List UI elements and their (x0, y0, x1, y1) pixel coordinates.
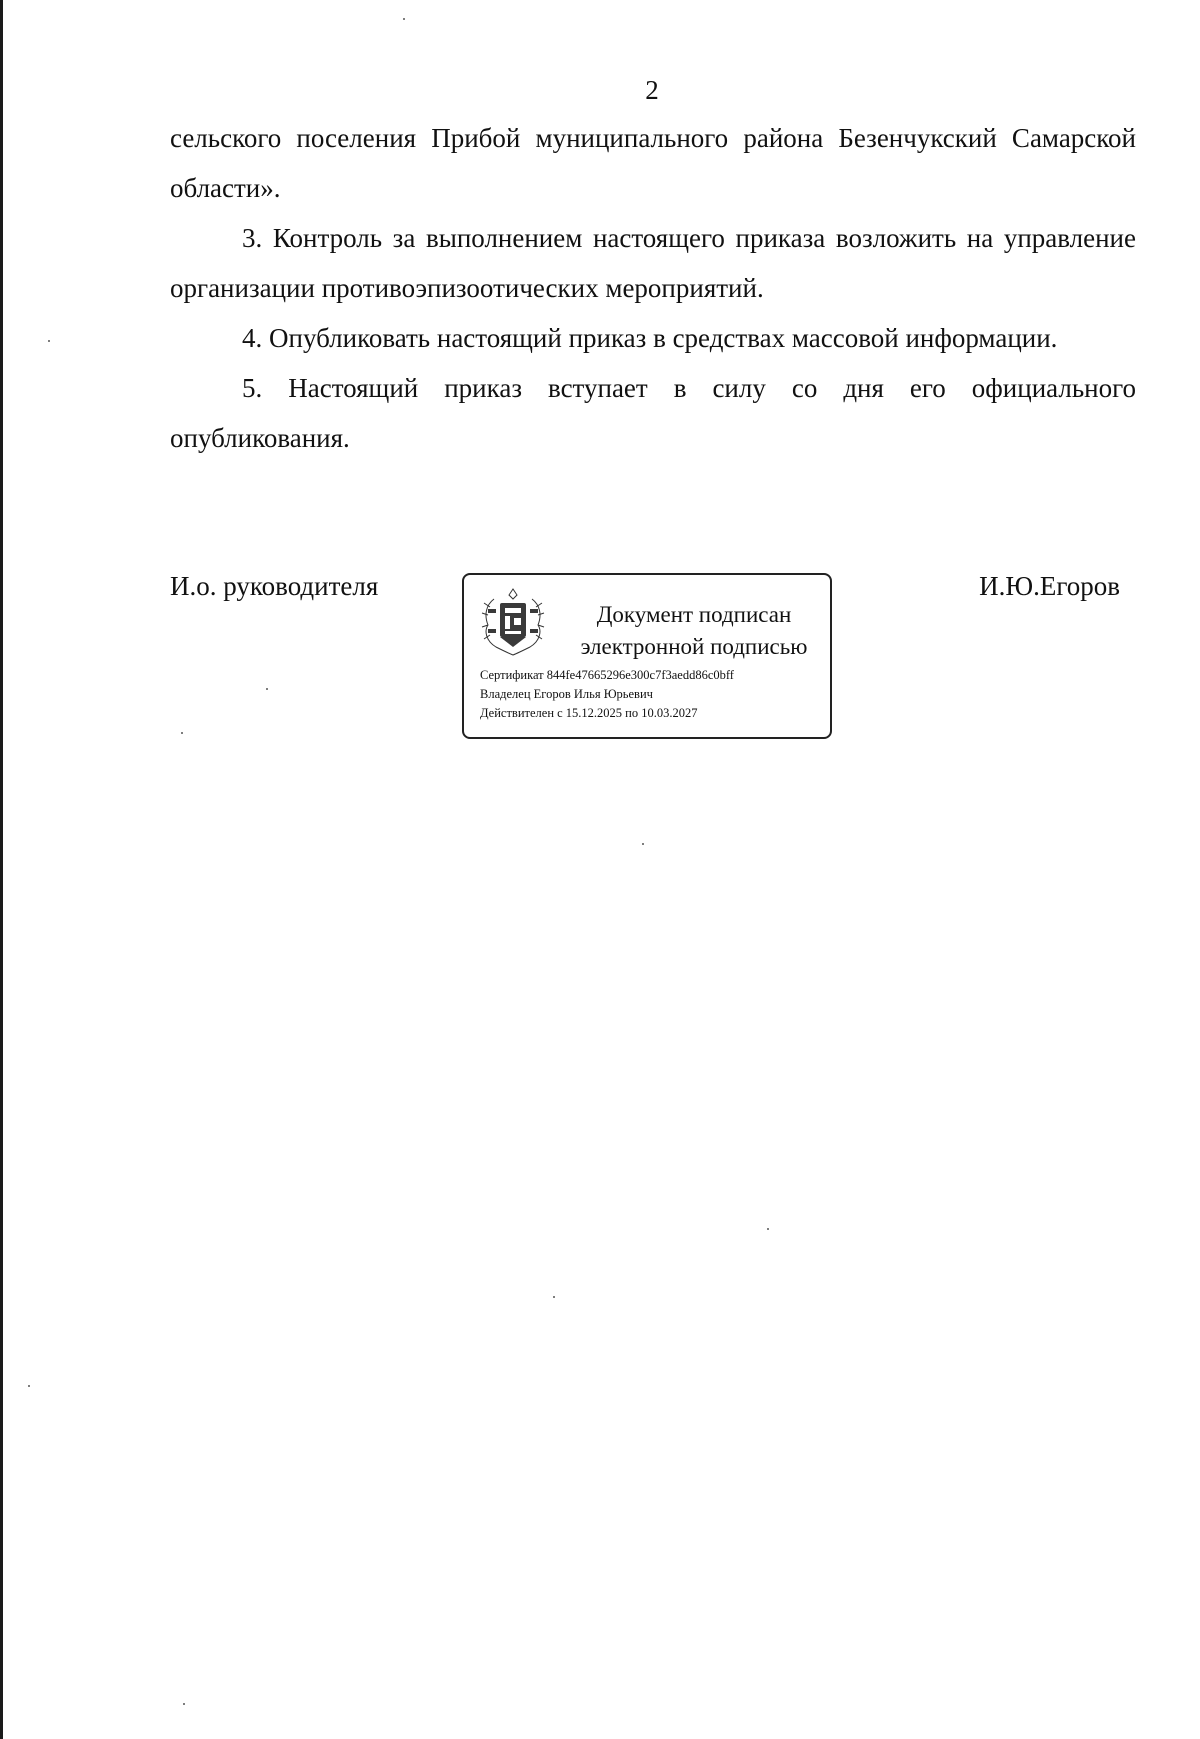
stamp-owner: Владелец Егоров Илья Юрьевич (480, 687, 653, 701)
scan-speck (181, 732, 183, 734)
paragraph-item-3: 3. Контроль за выполнением настоящего приказа возложить на управление организации противоэпизоотических мероприятий. (170, 223, 1136, 303)
stamp-heading: Документ подписан электронной подписью (580, 602, 808, 659)
scan-speck (183, 1703, 185, 1705)
paragraph-item-5: 5. Настоящий приказ вступает в силу со дня его официального опубликования. (170, 373, 1136, 453)
scan-speck (642, 843, 644, 845)
stamp-certificate: Сертификат 844fe47665296e300c7f3aedd86c0bff (480, 668, 734, 682)
scan-speck (266, 688, 268, 690)
scan-speck (403, 18, 405, 20)
document-body (170, 113, 1136, 463)
scan-edge (0, 0, 3, 1739)
coat-of-arms-icon (480, 585, 546, 657)
electronic-signature-stamp (462, 573, 832, 739)
signer-name: И.Ю.Егоров (979, 571, 1120, 601)
paragraph-continuation: сельского поселения Прибой муниципального района Безенчукский Самарской области». (170, 123, 1136, 203)
signer-position: И.о. руководителя (170, 571, 379, 601)
stamp-validity: Действителен с 15.12.2025 по 10.03.2027 (480, 706, 698, 720)
scan-speck (767, 1228, 769, 1230)
scan-speck (48, 340, 50, 342)
scan-speck (553, 1296, 555, 1298)
scan-speck (28, 1385, 30, 1387)
paragraph-item-4: 4. Опубликовать настоящий приказ в средствах массовой информации. (242, 323, 1058, 353)
page-number: 2 (645, 75, 659, 105)
